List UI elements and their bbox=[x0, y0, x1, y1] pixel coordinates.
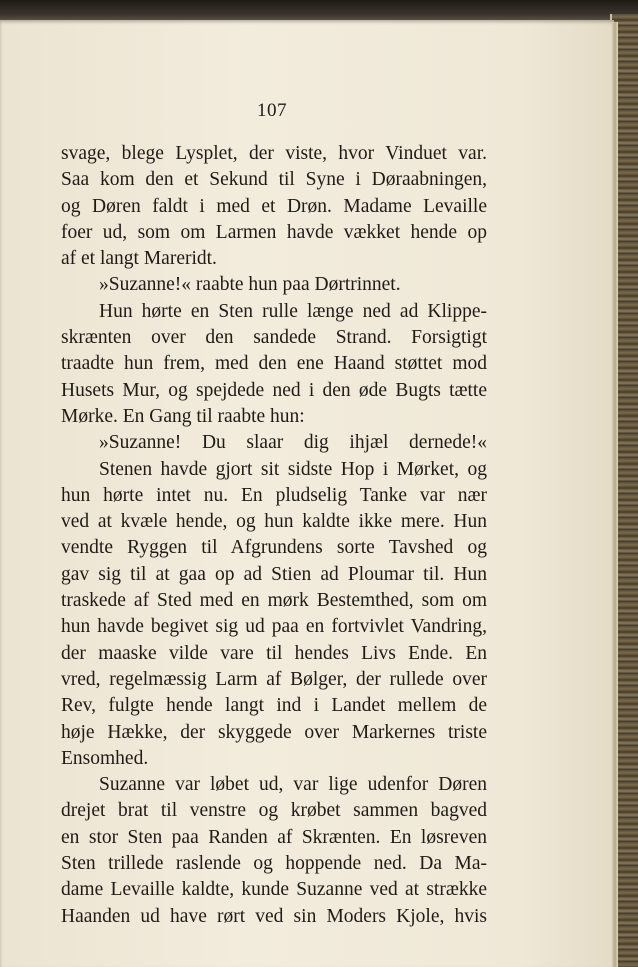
page-stack-edge bbox=[612, 22, 618, 967]
text-line: Suzanne var løbet ud, var lige udenfor Døren bbox=[99, 774, 487, 796]
text-line: vred, regelmæssig Larm af Bølger, der rullede over bbox=[61, 668, 487, 690]
text-line: gav sig til at gaa op ad Stien ad Ploumar til. Hun bbox=[61, 563, 487, 585]
text-line: foer ud, som om Larmen havde vækket hende op bbox=[61, 221, 487, 243]
text-line: Husets Mur, og spejdede ned i den øde Bugts tætte bbox=[61, 379, 487, 401]
text-line: drejet brat til venstre og krøbet sammen bagved bbox=[61, 800, 487, 822]
text-line: Haanden ud have rørt ved sin Moders Kjole, hvis bbox=[61, 905, 487, 927]
text-line: skrænten over den sandede Strand. Forsigtigt bbox=[61, 327, 487, 349]
page-number: 107 bbox=[257, 100, 287, 121]
text-line: der maaske vilde vare til hendes Livs Ende. En bbox=[61, 642, 487, 664]
text-line: dame Levaille kaldte, kunde Suzanne ved at strække bbox=[61, 879, 487, 901]
text-line: Hun hørte en Sten rulle længe ned ad Klippe- bbox=[99, 300, 487, 322]
text-line: Rev, fulgte hende langt ind i Landet mellem de bbox=[61, 695, 487, 717]
text-line: vendte Ryggen til Afgrundens sorte Tavshed og bbox=[61, 537, 487, 559]
text-line: og Døren faldt i med et Drøn. Madame Levaille bbox=[61, 195, 487, 217]
text-line: traadte hun frem, med den ene Haand støttet mod bbox=[61, 353, 487, 375]
text-line: af et langt Mareridt. bbox=[61, 248, 217, 270]
text-line: »Suzanne!« raabte hun paa Dørtrinnet. bbox=[99, 274, 401, 296]
text-line: hun havde begivet sig ud paa en fortvivlet Vandring, bbox=[61, 616, 487, 638]
text-line: hun hørte intet nu. En pludselig Tanke var nær bbox=[61, 484, 487, 506]
text-line: Stenen havde gjort sit sidste Hop i Mørket, og bbox=[99, 458, 487, 480]
text-line: Ensomhed. bbox=[61, 747, 149, 769]
text-line: Sten trillede raslende og hoppende ned. Da Ma- bbox=[61, 853, 487, 875]
text-line: Saa kom den et Sekund til Syne i Døraabningen, bbox=[61, 169, 487, 191]
text-line: en stor Sten paa Randen af Skrænten. En løsreven bbox=[61, 826, 487, 848]
text-line: Mørke. En Gang til raabte hun: bbox=[61, 405, 305, 427]
body-text bbox=[61, 141, 487, 930]
text-line: høje Hække, der skyggede over Markernes triste bbox=[61, 721, 487, 743]
text-line: svage, blege Lysplet, der viste, hvor Vinduet var. bbox=[61, 143, 487, 164]
text-line: »Suzanne! Du slaar dig ihjæl dernede!« bbox=[99, 432, 487, 454]
text-line: traskede af Sted med en mørk Bestemthed, som om bbox=[61, 590, 487, 612]
text-line: ved at kvæle hende, og hun kaldte ikke mere. Hun bbox=[61, 511, 487, 533]
